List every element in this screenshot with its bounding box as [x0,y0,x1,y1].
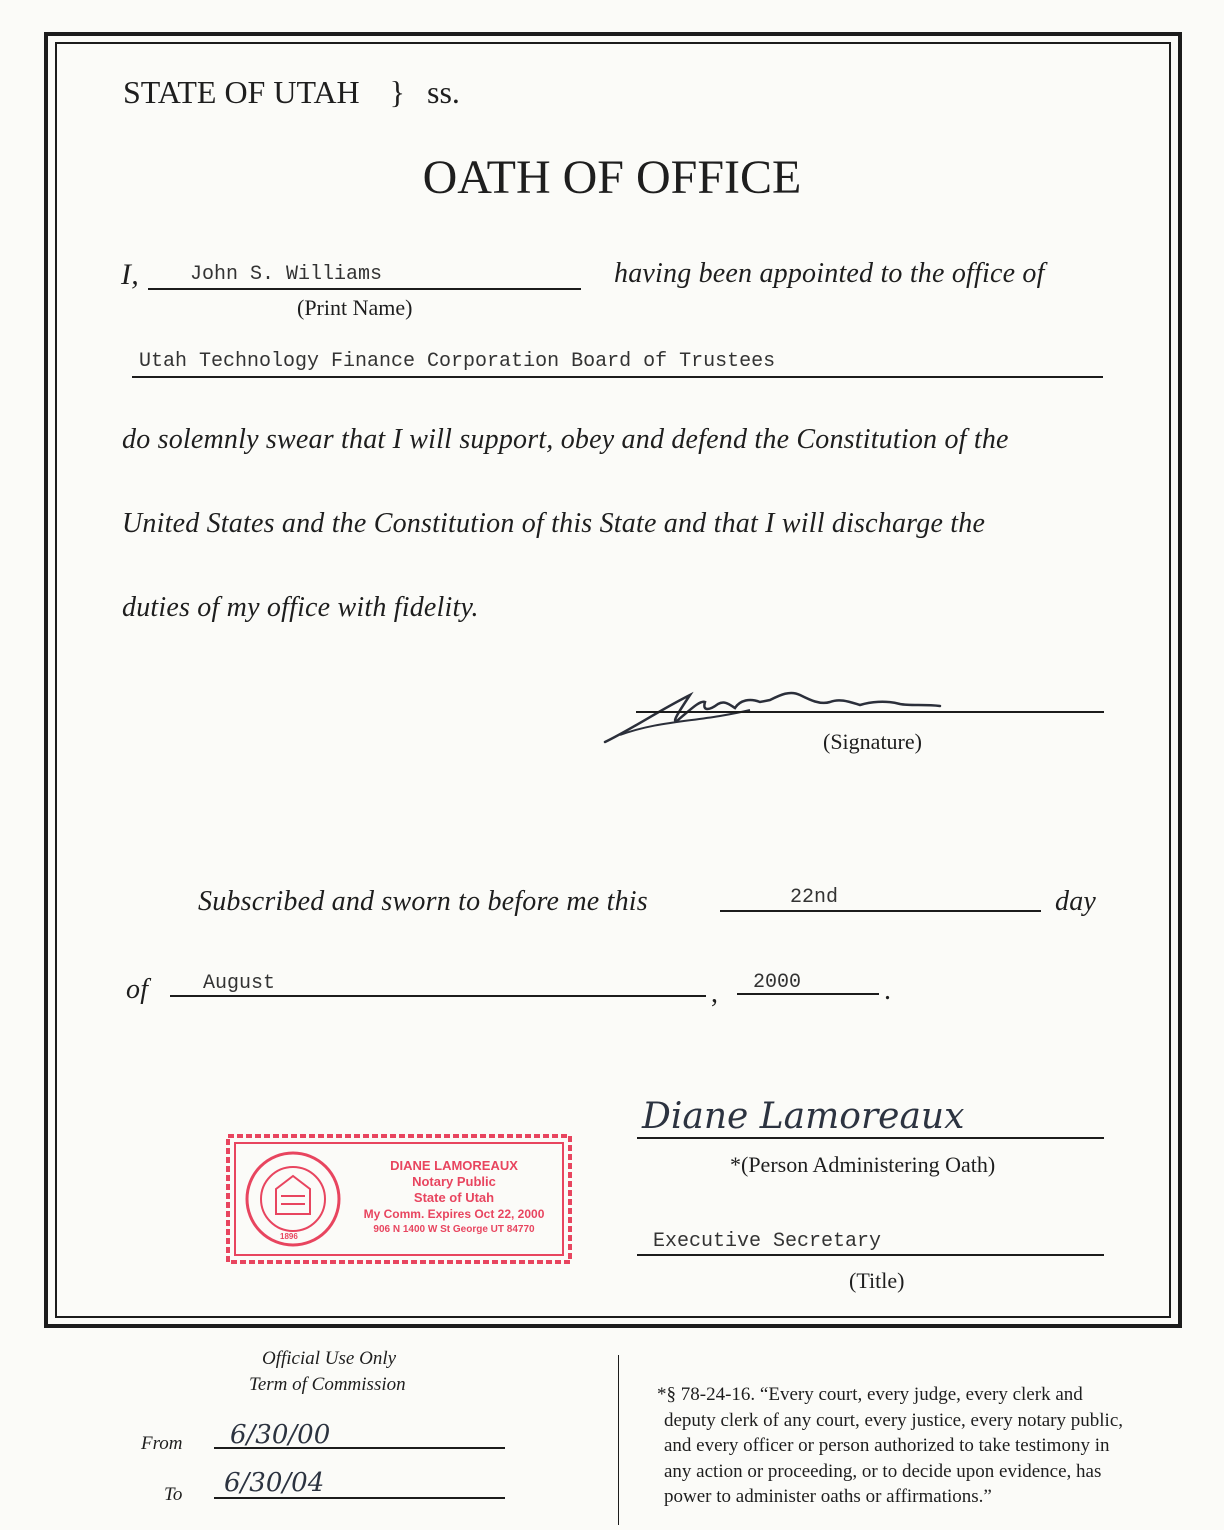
to-label: To [164,1484,183,1505]
administrator-signature: Diane Lamoreaux [642,1096,965,1137]
stamp-line-3: State of Utah [413,1190,495,1205]
day-line [720,910,1041,912]
name-field: John S. Williams [190,263,383,286]
ss-label: ss. [427,74,460,110]
name-line [148,288,581,290]
office-field: Utah Technology Finance Corporation Board of Trustees [139,350,776,373]
having-text: having been appointed to the office of [614,258,1045,289]
oath-line-2: United States and the Constitution of this State and that I will discharge the [122,508,986,539]
statute-line-3: and every officer or person authorized to take testimony in [664,1435,1110,1456]
day-field: 22nd [790,886,839,909]
state-heading [123,74,460,111]
to-field: 6/30/04 [224,1468,325,1498]
from-field: 6/30/00 [230,1420,331,1450]
sworn-prefix: Subscribed and sworn to before me this [198,886,648,917]
notary-stamp [226,1134,572,1264]
print-name-caption: (Print Name) [297,295,413,320]
day-word: day [1055,886,1097,917]
statute-line-1: *§ 78-24-16. “Every court, every judge, every clerk and [657,1384,1083,1405]
signature-line [636,711,1104,713]
stamp-line-4: My Comm. Expires Oct 22, 2000 [363,1207,545,1221]
signature-caption: (Signature) [823,729,922,754]
from-line [214,1447,505,1449]
statute-line-2: deputy clerk of any court, every justice, every notary public, [664,1409,1123,1431]
stamp-line-2: Notary Public [412,1174,496,1189]
from-label: From [141,1433,183,1454]
to-line [214,1497,505,1499]
state-label: STATE OF UTAH [123,74,360,110]
oath-line-1: do solemnly swear that I will support, obey and defend the Constitution of the [122,424,1009,455]
comma-mark: , [711,978,718,1009]
oath-line-3: duties of my office with fidelity. [122,592,479,623]
vertical-divider [618,1355,619,1525]
i-prefix: I, [121,258,139,291]
year-field: 2000 [753,971,802,994]
brace-mark: } [389,74,406,110]
page-title: OATH OF OFFICE [422,151,802,204]
stamp-line-5: 906 N 1400 W St George UT 84770 [373,1224,535,1235]
period-mark: . [884,975,891,1006]
statute-text [657,1382,1123,1510]
administrator-caption: *(Person Administering Oath) [730,1152,996,1177]
statute-line-5: power to administer oaths or affirmations.” [664,1486,992,1507]
official-use-heading: Official Use Only [262,1348,397,1369]
month-line [170,995,706,997]
of-word: of [126,974,149,1005]
title-caption: (Title) [849,1268,905,1293]
statute-line-4: any action or proceeding, or to decide upon evidence, has [664,1460,1102,1482]
seal-year: 1896 [280,1232,298,1241]
term-heading: Term of Commission [249,1374,406,1395]
office-line [132,376,1103,378]
title-line [637,1254,1104,1256]
administrator-line [637,1137,1104,1139]
stamp-name: DIANE LAMOREAUX [390,1158,518,1173]
month-field: August [203,972,276,995]
title-field: Executive Secretary [653,1230,882,1253]
